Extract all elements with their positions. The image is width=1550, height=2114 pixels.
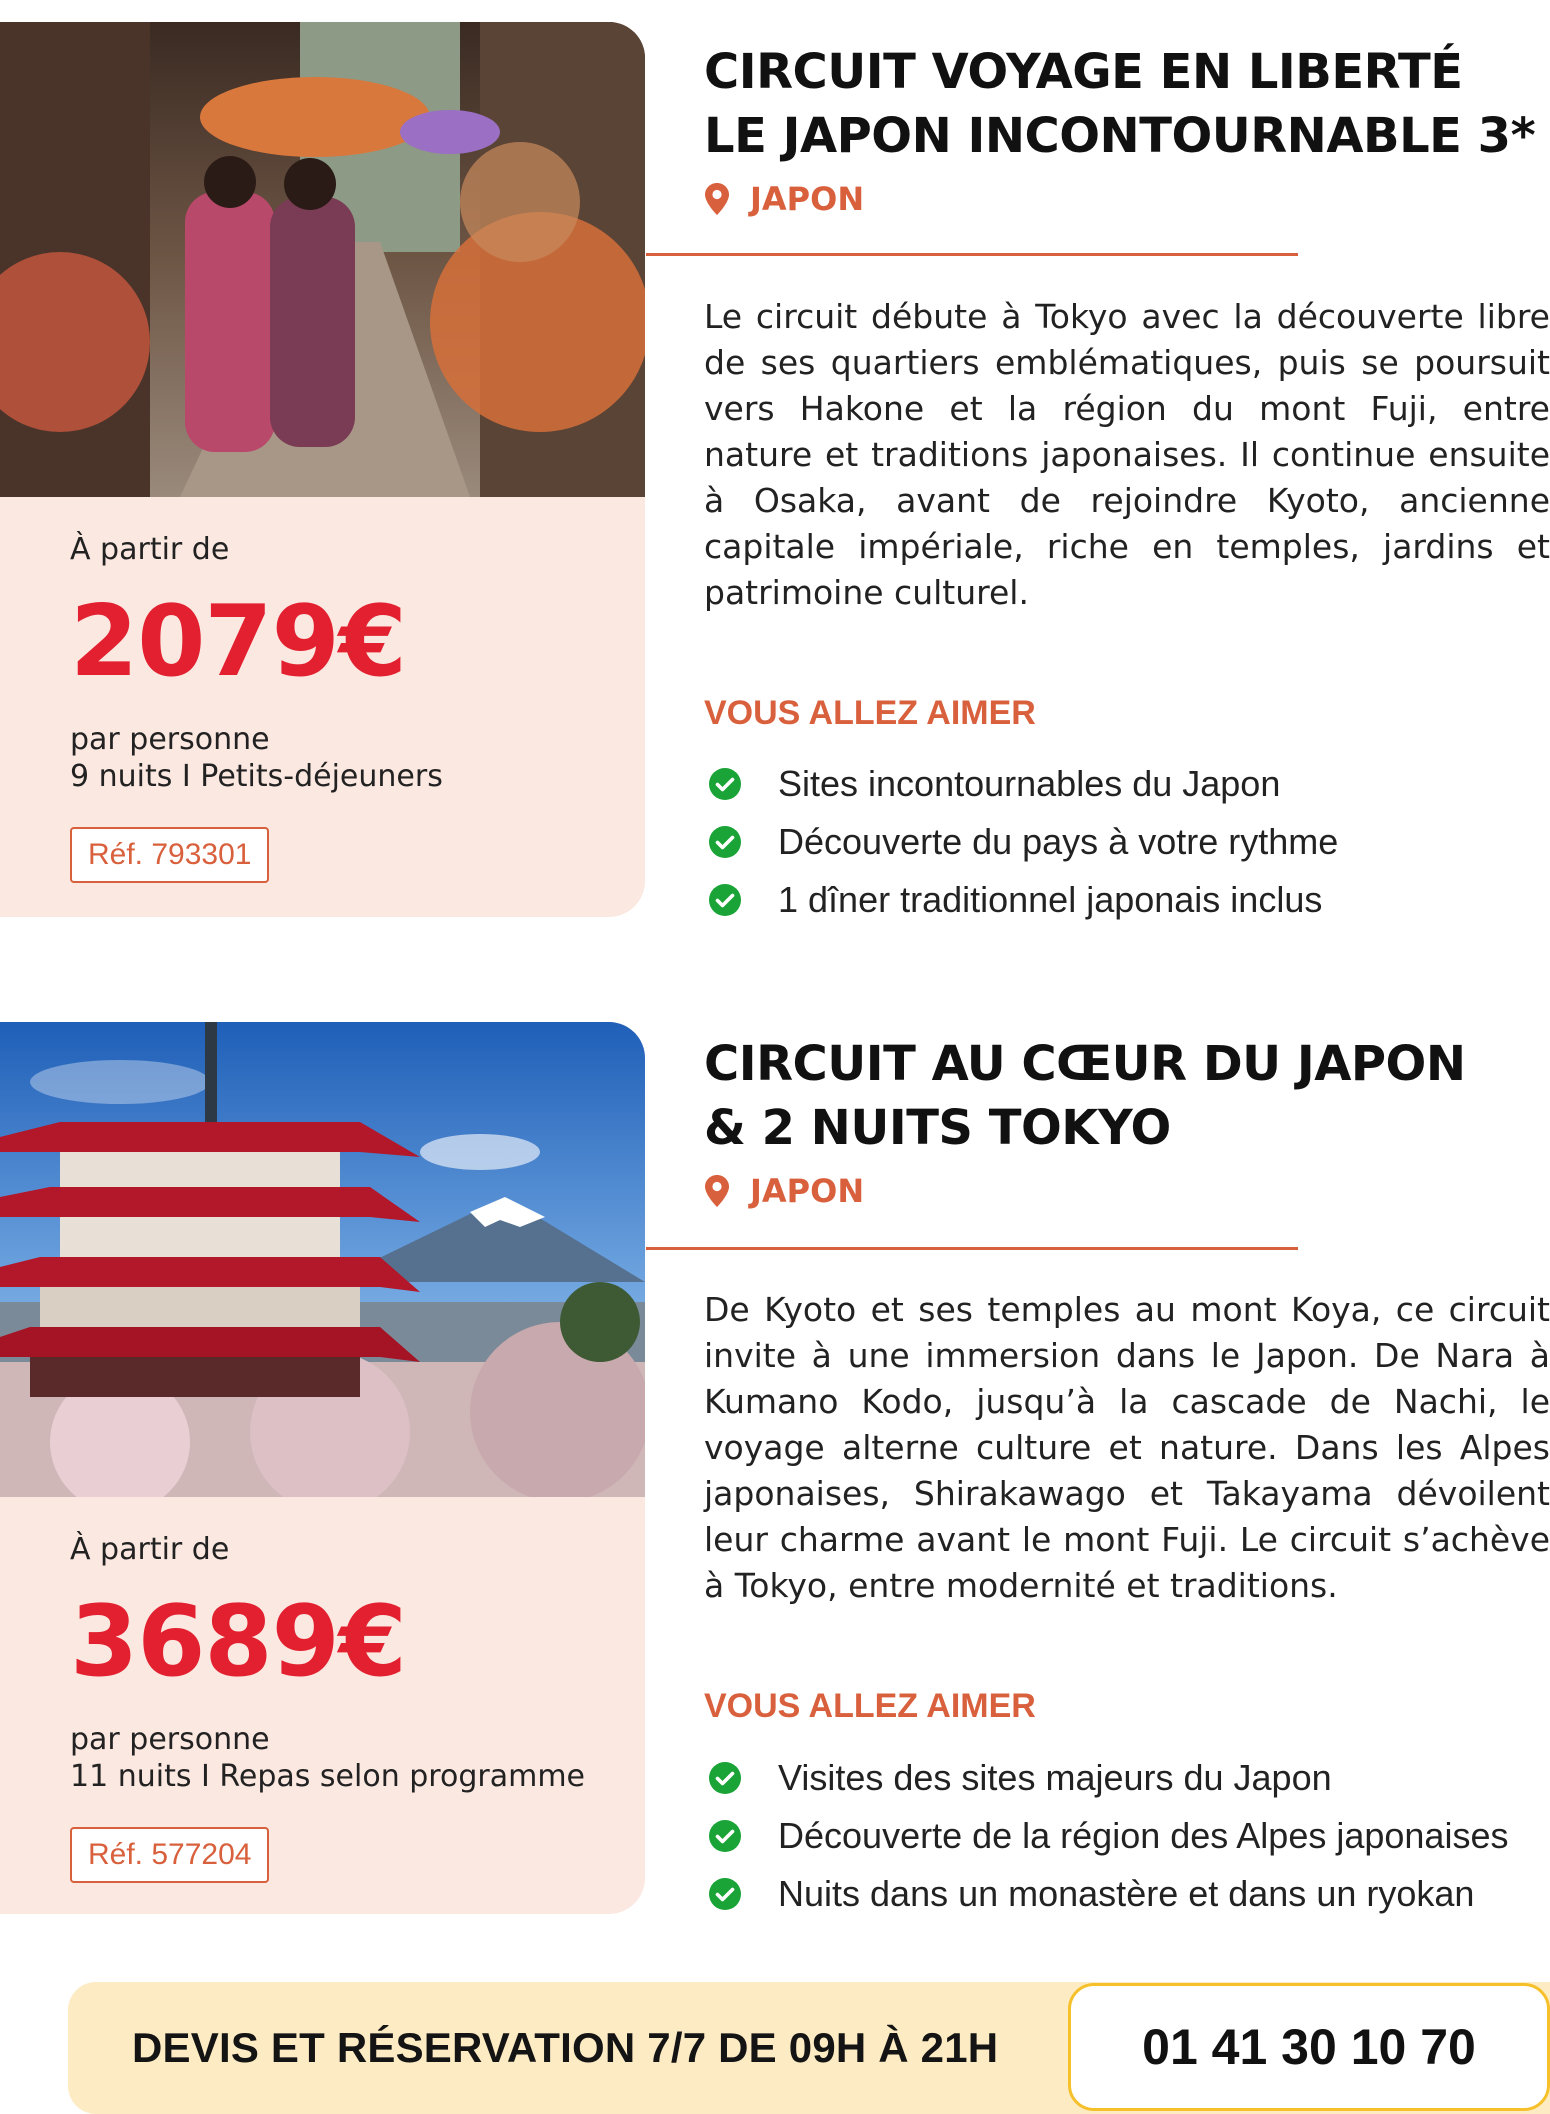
offer-1-header <box>704 40 1550 218</box>
kimono-street-image <box>0 22 645 497</box>
stay-details: 9 nuits I Petits-déjeuners <box>70 759 443 794</box>
divider-line <box>646 253 1298 256</box>
from-label: À partir de <box>70 532 230 567</box>
highlights-heading: VOUS ALLEZ AIMER <box>704 1687 1036 1725</box>
booking-hours-text: DEVIS ET RÉSERVATION 7/7 DE 09H À 21H <box>132 2024 999 2071</box>
list-item <box>708 755 1338 813</box>
destination <box>704 1172 1550 1210</box>
highlights-list <box>708 1749 1508 1923</box>
check-circle-icon <box>708 825 742 859</box>
pagoda-mount-fuji-image <box>0 1022 645 1497</box>
offer-2-price-block <box>70 1532 585 1883</box>
reference-badge: Réf. 793301 <box>70 827 269 883</box>
highlight-text: Découverte de la région des Alpes japonaises <box>778 1815 1509 1856</box>
offer-title-line1: CIRCUIT AU CŒUR DU JAPON <box>704 1036 1466 1092</box>
from-label: À partir de <box>70 1532 230 1567</box>
offer-title-line2: & 2 NUITS TOKYO <box>704 1100 1171 1156</box>
check-circle-icon <box>708 767 742 801</box>
offer-1-card <box>0 22 645 917</box>
check-circle-icon <box>708 1877 742 1911</box>
offer-2-header <box>704 1032 1550 1210</box>
highlight-text: Visites des sites majeurs du Japon <box>778 1757 1332 1798</box>
list-item <box>708 1807 1508 1865</box>
offer-title-line1: CIRCUIT VOYAGE EN LIBERTÉ <box>704 44 1463 100</box>
check-circle-icon <box>708 883 742 917</box>
highlights-list <box>708 755 1338 929</box>
check-circle-icon <box>708 1819 742 1853</box>
phone-number-button[interactable]: 01 41 30 10 70 <box>1068 1983 1550 2111</box>
stay-details: 11 nuits I Repas selon programme <box>70 1759 585 1794</box>
highlight-text: 1 dîner traditionnel japonais inclus <box>778 879 1323 920</box>
offer-1-price-block <box>70 532 443 883</box>
highlight-text: Découverte du pays à votre rythme <box>778 821 1339 862</box>
offer-description: De Kyoto et ses temples au mont Koya, ce circuit invite à une immersion dans le Japon. De Nara à Kumano Kodo, jusqu’à la cascade de Nachi, le voyage alterne culture et nature. Dans les Alpes japonaises, Shirakawago et Takayama dévoilent leur charme avant le mont Fuji. Le circuit s’achève à Tokyo, entre modernité et traditions. <box>704 1290 1550 1605</box>
per-person: par personne <box>70 1722 270 1757</box>
reference-badge: Réf. 577204 <box>70 1827 269 1883</box>
offer-description: Le circuit débute à Tokyo avec la découverte libre de ses quartiers emblématiques, puis se poursuit vers Hakone et la région du mont Fuji, entre nature et traditions japonaises. Il continue ensuite à Osaka, avant de rejoindre Kyoto, ancienne capitale impériale, riche en temples, jardins et patrimoine culturel. <box>704 297 1550 612</box>
destination-label: JAPON <box>750 180 865 218</box>
highlight-text: Nuits dans un monastère et dans un ryokan <box>778 1873 1475 1914</box>
destination-label: JAPON <box>750 1172 865 1210</box>
location-pin-icon <box>704 1174 730 1208</box>
price: 3689€ <box>70 1585 406 1699</box>
destination <box>704 180 1550 218</box>
offer-2-photo-pagoda-fuji <box>0 1022 645 1497</box>
price: 2079€ <box>70 585 406 699</box>
list-item <box>708 1749 1508 1807</box>
list-item <box>708 871 1338 929</box>
list-item <box>708 1865 1508 1923</box>
highlights-heading: VOUS ALLEZ AIMER <box>704 694 1036 732</box>
offer-title-line2: LE JAPON INCONTOURNABLE 3* <box>704 108 1536 164</box>
per-person: par personne <box>70 722 270 757</box>
offer-1-photo-kimono-street <box>0 22 645 497</box>
offer-2-card <box>0 1022 645 1914</box>
check-circle-icon <box>708 1761 742 1795</box>
list-item <box>708 813 1338 871</box>
location-pin-icon <box>704 182 730 216</box>
divider-line <box>646 1247 1298 1250</box>
highlight-text: Sites incontournables du Japon <box>778 763 1281 804</box>
